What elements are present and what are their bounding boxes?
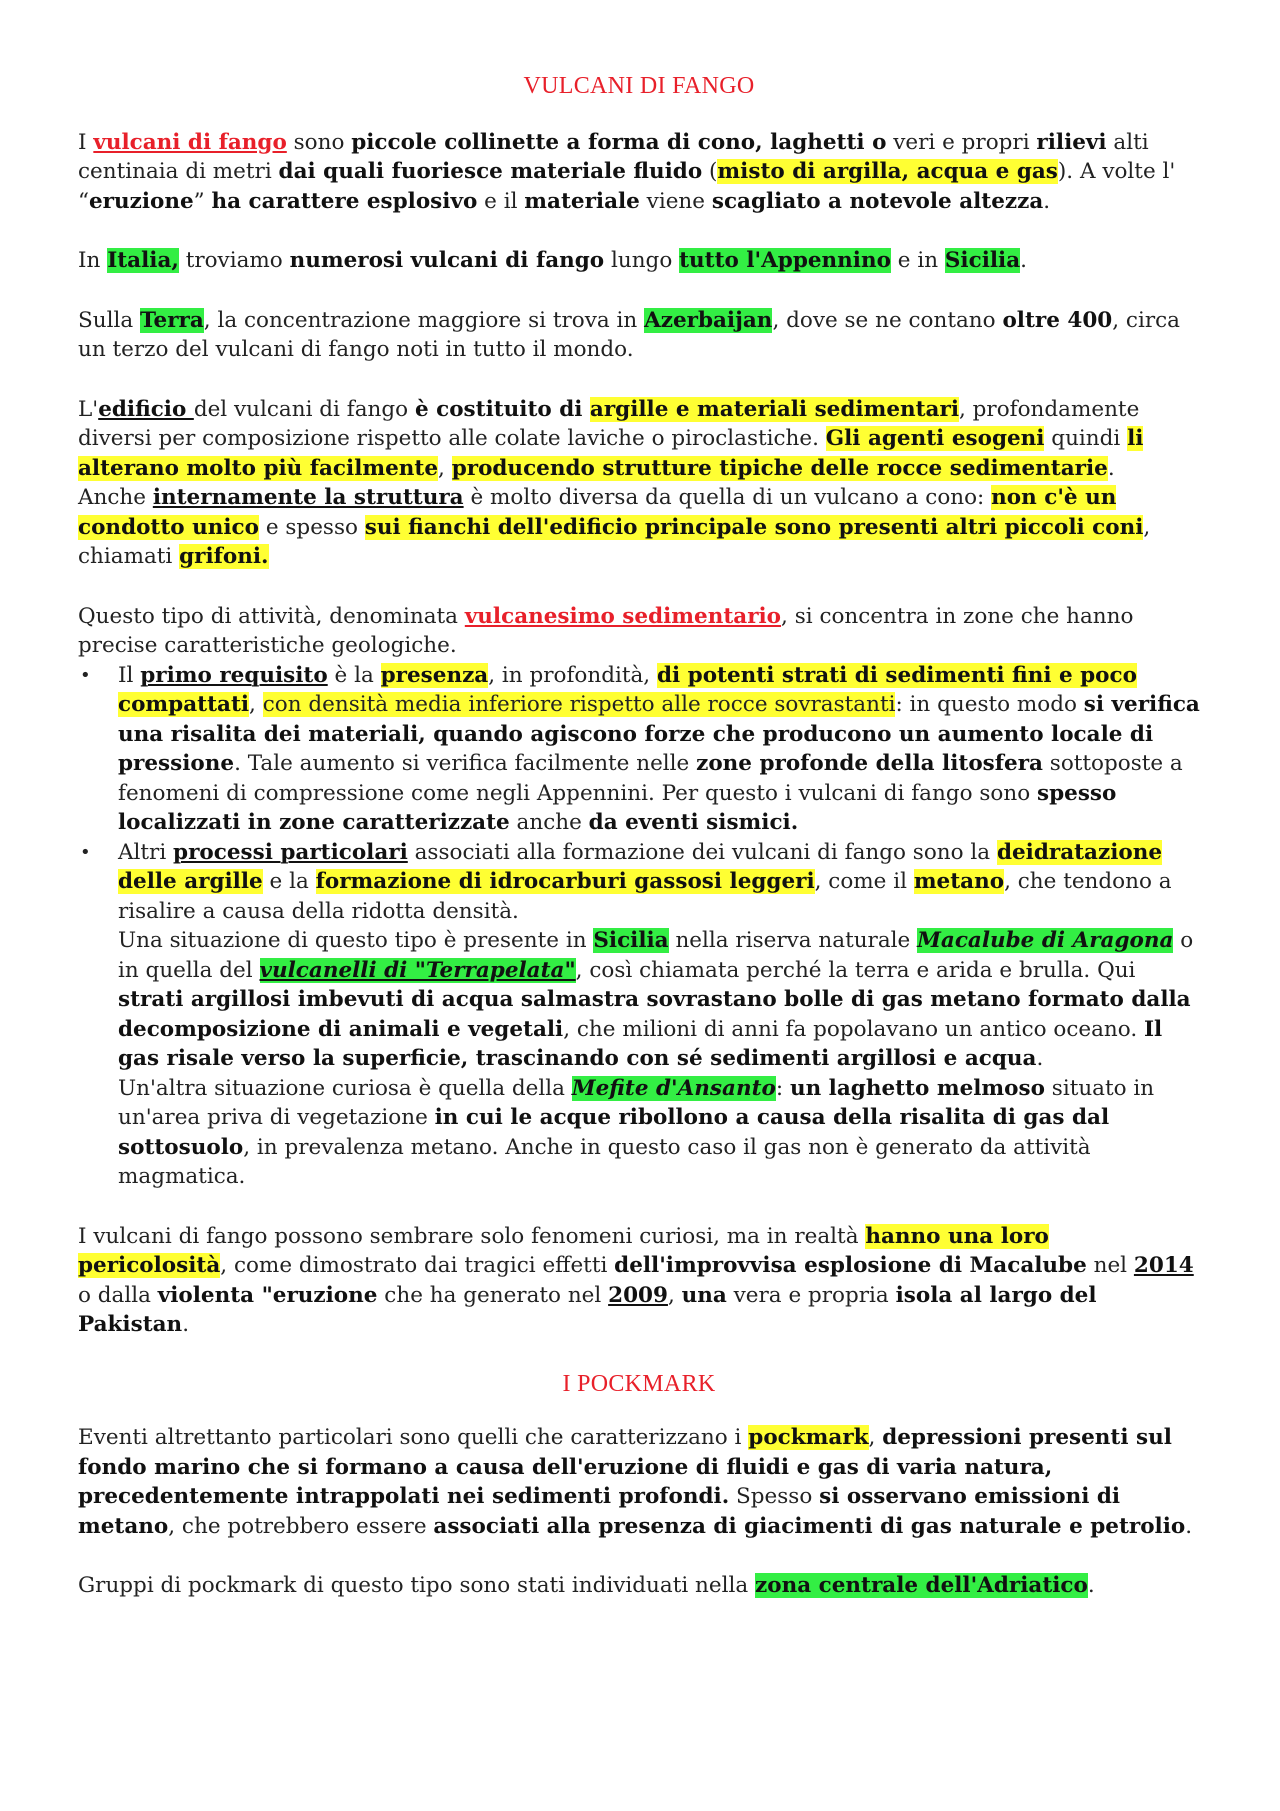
text-run: rilievi [1036, 129, 1107, 155]
text-run: viene [639, 188, 712, 214]
text-run: presenza [380, 662, 489, 688]
text-run: Sicilia [593, 928, 669, 953]
text-run: zona centrale dell'Adriatico [755, 1573, 1088, 1598]
text-run: formazione di idrocarburi gassosi leggeri [315, 869, 815, 894]
text-run: Altri [118, 839, 174, 865]
text-run: vulcanesimo sedimentario [464, 603, 782, 629]
text-run: ). A volte l' “ [78, 159, 1176, 214]
bullet-icon: • [80, 664, 91, 686]
list-item-text [118, 1074, 1200, 1192]
text-run: vulcanelli di "Terrapelata" [259, 957, 576, 983]
text-run: Una situazione di questo tipo è presente in [118, 928, 594, 953]
text-run: edificio [98, 396, 194, 422]
section-title-vulcani: VULCANI DI FANGO [523, 73, 755, 99]
text-run: Anche [78, 485, 153, 510]
text-run: , in prevalenza metano. Anche in questo caso il gas non è generato da attività magmatica. [118, 1134, 1091, 1189]
text-run: associati alla presenza di giacimenti di gas naturale e petrolio [433, 1513, 1186, 1539]
text-run: del vulcani di fango [193, 396, 415, 422]
text-run: . [1036, 1046, 1044, 1071]
text-run: zone profonde della litosfera [696, 751, 1043, 776]
text-run: , [667, 1282, 682, 1308]
text-run: Il gas risale verso la superficie, trascinando con sé sedimenti argillosi e acqua [118, 1016, 1163, 1071]
text-run: ” [193, 188, 212, 214]
text-run: è molto diversa da quella di un vulcano a cono: [463, 485, 992, 510]
text-run: sono [286, 129, 352, 155]
text-run: , [868, 1425, 883, 1450]
text-run: li alterano molto più facilmente [78, 426, 1144, 481]
text-run: un laghetto melmoso [789, 1075, 1045, 1101]
text-run: una [681, 1282, 727, 1308]
text-run: vera e propria [726, 1282, 896, 1308]
text-run: o in quella del [118, 928, 1194, 983]
text-run: lungo [604, 248, 680, 273]
paragraph-intro [78, 128, 1200, 217]
text-run: di potenti strati di sedimenti fini e poco compattati [118, 662, 1137, 717]
text-run: In [78, 248, 108, 273]
text-run: . Tale aumento si verifica facilmente nelle [234, 751, 697, 776]
list-item-text [118, 661, 1200, 838]
text-run: depressioni presenti sul fondo marino che si formano a causa dell'eruzione di fluidi e gas di varia natura, precedentemente intrappolati nei sedimenti profondi. [78, 1425, 1172, 1509]
text-run: troviamo [178, 248, 290, 273]
text-run: ( [702, 159, 718, 184]
text-run: è costituito di [414, 396, 590, 422]
text-run: Macalube di Aragona [917, 928, 1174, 953]
paragraph-struttura [78, 483, 1200, 572]
text-run: veri e propri [886, 129, 1037, 155]
text-run: . [1087, 1573, 1095, 1598]
text-run: e il [477, 188, 525, 214]
text-run: si verifica una risalita dei materiali, quando agiscono forze che producono un aumento locale di pressione [118, 692, 1200, 776]
text-run: 2009 [608, 1282, 668, 1308]
text-run: eruzione [89, 188, 194, 214]
text-run: si osservano emissioni di metano [78, 1484, 1121, 1539]
text-run: primo requisito [140, 662, 328, 688]
text-run: è la [327, 662, 381, 688]
text-run: Il [118, 662, 141, 688]
text-run: Gruppi di pockmark di questo tipo sono stati individuati nella [78, 1573, 756, 1598]
text-run: in cui le acque ribollono a causa della risalita di gas dal sottosuolo [118, 1105, 1110, 1160]
text-run: Un'altra situazione curiosa è quella della [118, 1075, 572, 1101]
text-run: grifoni. [179, 544, 269, 569]
text-run: Sicilia [944, 248, 1021, 273]
bullet-icon: • [80, 841, 91, 863]
text-run: nella riserva naturale [668, 928, 918, 953]
paragraph-edificio [78, 395, 1200, 484]
text-run: . [182, 1312, 190, 1337]
text-run: metano [913, 869, 1005, 894]
text-run: , dove se ne contano [772, 307, 1003, 333]
text-run: processi particolari [173, 839, 408, 865]
text-run: , circa un terzo del vulcani di fango noti in tutto il mondo. [78, 307, 1180, 362]
text-run: deidratazione delle argille [118, 839, 1163, 894]
paragraph-pockmark [78, 1423, 1200, 1541]
text-run: , chiamati [78, 514, 1151, 569]
text-run: nel [1086, 1253, 1134, 1278]
text-run: con densità media inferiore rispetto alle rocce sovrastanti [262, 692, 896, 717]
text-run: violenta "eruzione [157, 1282, 378, 1308]
text-run: spesso localizzati in zone caratterizzate [118, 780, 1117, 835]
text-run: , come il [814, 869, 914, 894]
paragraph-pericolosita [78, 1222, 1200, 1340]
text-run: Spesso [729, 1484, 820, 1509]
text-run: misto di argilla, acqua e gas [717, 159, 1058, 184]
list-item-text [118, 926, 1200, 1074]
text-run: associati alla formazione dei vulcani di fango sono la [407, 839, 997, 865]
text-run: non c'è un condotto unico [78, 485, 1117, 540]
text-run: quindi [1044, 426, 1128, 451]
text-run: L' [78, 396, 99, 422]
text-run: , [438, 455, 452, 481]
text-run: alti centinaia di metri [78, 129, 1149, 184]
text-run: pockmark [748, 1425, 869, 1450]
text-run: , in profondità, [488, 662, 657, 688]
requisiti-list [78, 661, 1200, 1192]
text-run: o dalla [78, 1282, 158, 1308]
text-run: , si concentra in zone che hanno precise caratteristiche geologiche. [78, 603, 1134, 658]
text-run: sui fianchi dell'edificio principale sono presenti altri piccoli coni [364, 514, 1144, 540]
text-run: hanno una loro pericolosità [78, 1223, 1049, 1278]
text-run: Questo tipo di attività, denominata [78, 603, 465, 629]
text-run: , che tendono a risalire a causa della ridotta densità. [118, 869, 1172, 924]
text-run: da eventi sismici. [588, 810, 799, 835]
text-run: Gli agenti esogeni [825, 426, 1045, 451]
text-run: sottoposte a fenomeni di compressione come negli Appennini. Per questo i vulcani di fango sono [118, 751, 1183, 806]
paragraph-terra [78, 306, 1200, 365]
text-run: . [1020, 248, 1027, 273]
text-run: , che potrebbero essere [168, 1513, 434, 1539]
text-run: . [1107, 455, 1115, 481]
text-run: e la [262, 869, 316, 894]
text-run: I [78, 129, 94, 155]
text-run: , profondamente diversi per composizione rispetto alle colate laviche o piroclastiche. [78, 396, 1140, 451]
text-run: dell'improvvisa esplosione di Macalube [614, 1253, 1087, 1278]
text-run: isola al largo del Pakistan [78, 1282, 1097, 1337]
text-run: oltre 400 [1002, 307, 1113, 333]
text-run: e spesso [259, 514, 365, 540]
text-run: dai quali fuoriesce materiale fluido [278, 159, 703, 184]
text-run: . [1043, 188, 1051, 214]
text-run: 2014 [1133, 1253, 1194, 1278]
text-run: internamente la struttura [152, 485, 464, 510]
text-run: materiale [524, 188, 640, 214]
text-run: , così chiamata perché la terra e arida e brulla. Qui [575, 957, 1136, 983]
text-run: anche [509, 810, 589, 835]
paragraph-vulcanesimo [78, 602, 1200, 661]
text-run: numerosi vulcani di fango [289, 248, 605, 273]
text-run: . [1185, 1513, 1193, 1539]
text-run: : in questo modo [895, 692, 1084, 717]
list-item [80, 838, 1200, 1192]
text-run: piccole collinette a forma di cono, laghetti o [351, 129, 887, 155]
text-run: , che milioni di anni fa popolavano un antico oceano. [563, 1016, 1144, 1042]
text-run: e in [890, 248, 945, 273]
text-run: producendo strutture tipiche delle rocce sedimentarie [451, 455, 1108, 481]
text-run: , come dimostrato dai tragici effetti [220, 1253, 615, 1278]
list-item-text [118, 838, 1200, 927]
paragraph-adriatico [78, 1571, 1200, 1601]
text-run: strati argillosi imbevuti di acqua salmastra sovrastano bolle di gas metano formato dalla decomposizione di animali e vegetali [118, 987, 1191, 1042]
text-run: che ha generato nel [377, 1282, 609, 1308]
text-run: Terra [139, 307, 204, 333]
text-run: I vulcani di fango possono sembrare solo fenomeni curiosi, ma in realtà [78, 1223, 866, 1249]
text-run: , [249, 692, 263, 717]
list-item [80, 661, 1200, 838]
text-run: Mefite d'Ansanto [571, 1075, 776, 1101]
text-run: tutto l'Appennino [679, 248, 891, 273]
text-run: situato in un'area priva di vegetazione [118, 1075, 1155, 1130]
text-run: Eventi altrettanto particolari sono quelli che caratterizzano i [78, 1425, 749, 1450]
text-run: vulcani di fango [93, 129, 287, 155]
text-run: : [775, 1075, 790, 1101]
text-run: scagliato a notevole altezza [711, 188, 1044, 214]
paragraph-italia [78, 246, 1200, 276]
text-run: argille e materiali sedimentari [589, 396, 959, 422]
text-run: Azerbaijan [644, 307, 773, 333]
text-run: , la concentrazione maggiore si trova in [203, 307, 645, 333]
section-title-pockmark: I POCKMARK [562, 1370, 716, 1397]
text-run: Sulla [78, 307, 140, 333]
text-run: Italia, [107, 248, 179, 273]
text-run: ha carattere esplosivo [211, 188, 478, 214]
